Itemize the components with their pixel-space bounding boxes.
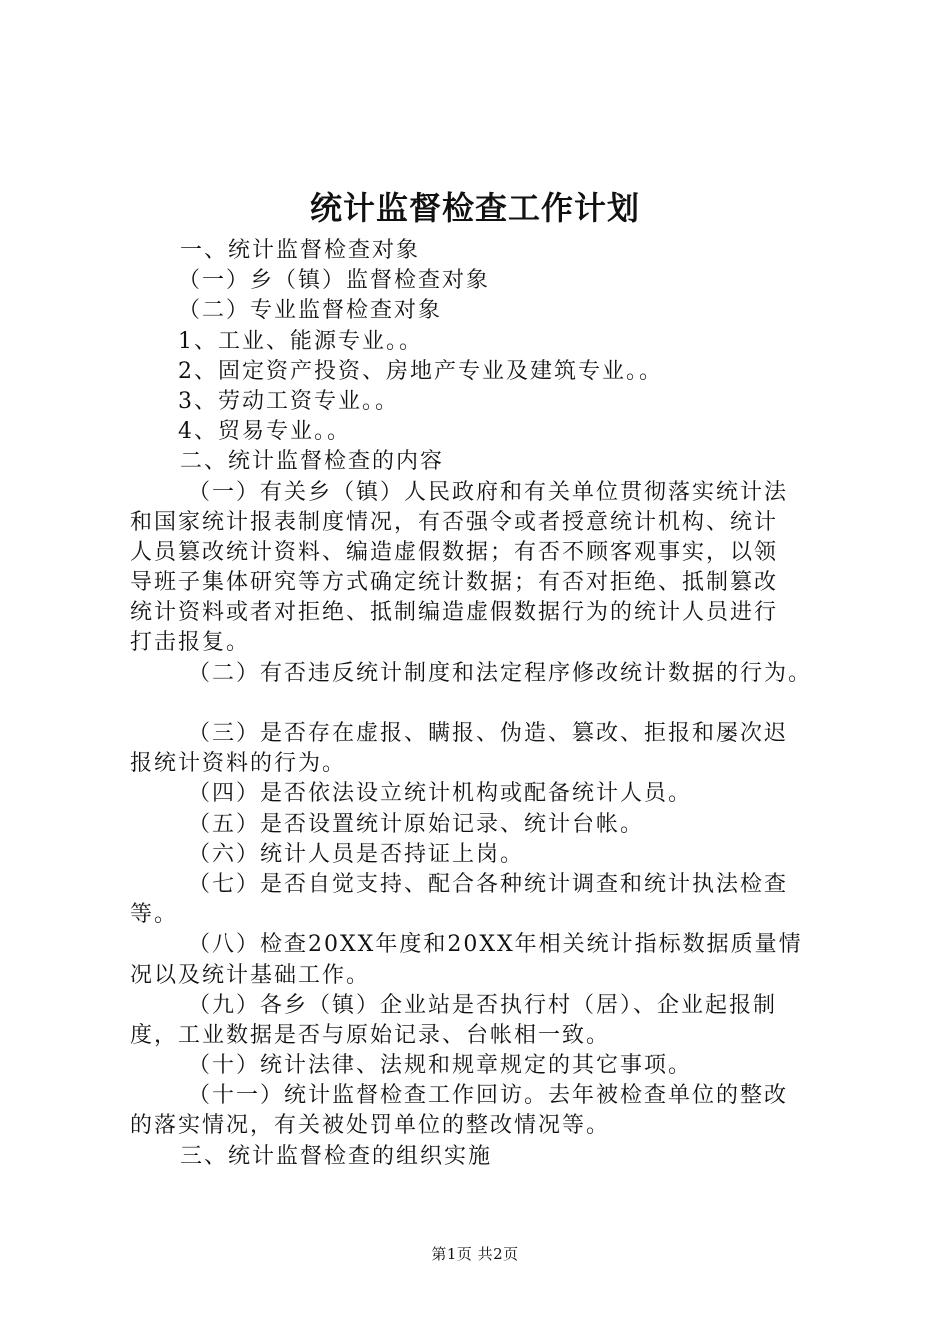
paragraph-1-line-6: 打击报复。 (130, 630, 251, 656)
list-item-2: 2、固定资产投资、房地产专业及建筑专业。。 (178, 358, 663, 384)
paragraph-9-line-1: （九）各乡（镇）企业站是否执行村（居）、企业起报制 (188, 992, 778, 1018)
subsection-1: （一）乡（镇）监督检查对象 (178, 268, 491, 294)
paragraph-1-line-5: 统计资料或者对拒绝、抵制编造虚假数据行为的统计人员进行 (130, 600, 779, 626)
subsection-2: （二）专业监督检查对象 (178, 298, 443, 324)
item-10: （十）统计法律、法规和规章规定的其它事项。 (188, 1053, 693, 1079)
paragraph-9-line-2: 度，工业数据是否与原始记录、台帐相一致。 (130, 1022, 611, 1048)
paragraph-11-line-1: （十一）统计监督检查工作回访。去年被检查单位的整改 (188, 1083, 789, 1109)
section-heading-1: 一、统计监督检查对象 (180, 238, 421, 263)
item-4: （四）是否依法设立统计机构或配备统计人员。 (188, 781, 693, 807)
paragraph-3-line-2: 报统计资料的行为。 (130, 751, 347, 777)
paragraph-8-line-2: 况以及统计基础工作。 (130, 962, 371, 988)
blank-line (130, 689, 840, 719)
list-item-4: 4、贸易专业。。 (178, 419, 351, 445)
paragraph-1-line-3: 人员篡改统计资料、编造虚假数据；有否不顾客观事实，以领 (130, 539, 779, 565)
paragraph-7-line-1: （七）是否自觉支持、配合各种统计调查和统计执法检查 (188, 871, 789, 897)
document-body (130, 236, 840, 1172)
paragraph-7-line-2: 等。 (130, 902, 179, 928)
list-item-3: 3、劳动工资专业。。 (178, 388, 399, 414)
paragraph-1-line-2: 和国家统计报表制度情况，有否强令或者授意统计机构、统计 (130, 509, 779, 535)
paragraph-1-line-4: 导班子集体研究等方式确定统计数据；有否对拒绝、抵制篡改 (130, 570, 779, 596)
document-title: 统计监督检查工作计划 (309, 189, 640, 227)
item-6: （六）统计人员是否持证上岗。 (188, 841, 525, 867)
paragraph-2: （二）有否违反统计制度和法定程序修改统计数据的行为。 (188, 660, 813, 686)
paragraph-11-line-2: 的落实情况，有关被处罚单位的整改情况等。 (130, 1113, 611, 1139)
paragraph-1-line-1: （一）有关乡（镇）人民政府和有关单位贯彻落实统计法 (188, 479, 789, 505)
paragraph-8-line-1: （八）检查20XX年度和20XX年相关统计指标数据质量情 (188, 932, 803, 958)
section-heading-3: 三、统计监督检查的组织实施 (180, 1143, 493, 1169)
page-footer: 第1页 共2页 (431, 1245, 519, 1263)
section-heading-2: 二、统计监督检查的内容 (180, 449, 445, 475)
list-item-1: 1、工业、能源专业。。 (178, 328, 423, 354)
paragraph-3-line-1: （三）是否存在虚报、瞒报、伪造、篡改、拒报和屡次迟 (188, 721, 789, 746)
item-5: （五）是否设置统计原始记录、统计台帐。 (188, 811, 645, 837)
